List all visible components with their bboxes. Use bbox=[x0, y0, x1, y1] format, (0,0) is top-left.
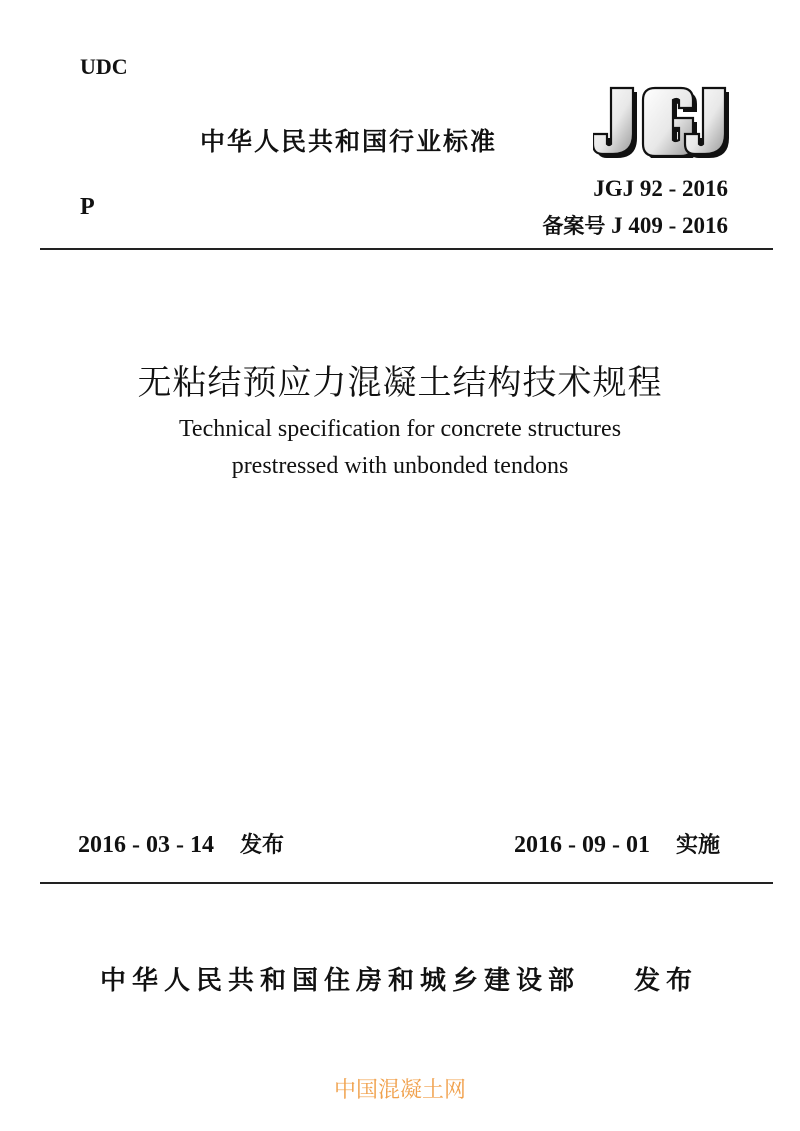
udc-label: UDC bbox=[80, 54, 128, 79]
document-title-english-line2: prestressed with unbonded tendons bbox=[231, 453, 569, 479]
watermark-text: 中国混凝土网 bbox=[333, 1078, 466, 1103]
publish-label: 发布 bbox=[634, 966, 699, 996]
issue-date-value: 2016 - 03 - 14 bbox=[78, 832, 214, 858]
implementation-label: 实施 bbox=[675, 833, 720, 858]
issue-label: 发布 bbox=[239, 833, 284, 858]
record-number bbox=[542, 210, 728, 240]
classification-code: P bbox=[80, 194, 95, 220]
implementation-date-value: 2016 - 09 - 01 bbox=[514, 832, 650, 858]
standard-number: JGJ 92 - 2016 bbox=[593, 176, 728, 201]
standard-series-title: 中华人民共和国行业标准 bbox=[200, 127, 498, 156]
record-number-value: J 409 - 2016 bbox=[611, 213, 728, 238]
jgj-logo bbox=[593, 86, 733, 158]
date-divider bbox=[40, 882, 773, 884]
issue-date bbox=[78, 828, 284, 859]
document-title-chinese: 无粘结预应力混凝土结构技术规程 bbox=[137, 363, 663, 403]
document-title-english-line1: Technical specification for concrete structures bbox=[178, 416, 622, 442]
publisher-name: 中华人民共和国住房和城乡建设部 bbox=[100, 966, 581, 996]
record-label: 备案号 bbox=[542, 214, 606, 238]
header-divider bbox=[40, 248, 773, 250]
implementation-date bbox=[514, 828, 720, 859]
